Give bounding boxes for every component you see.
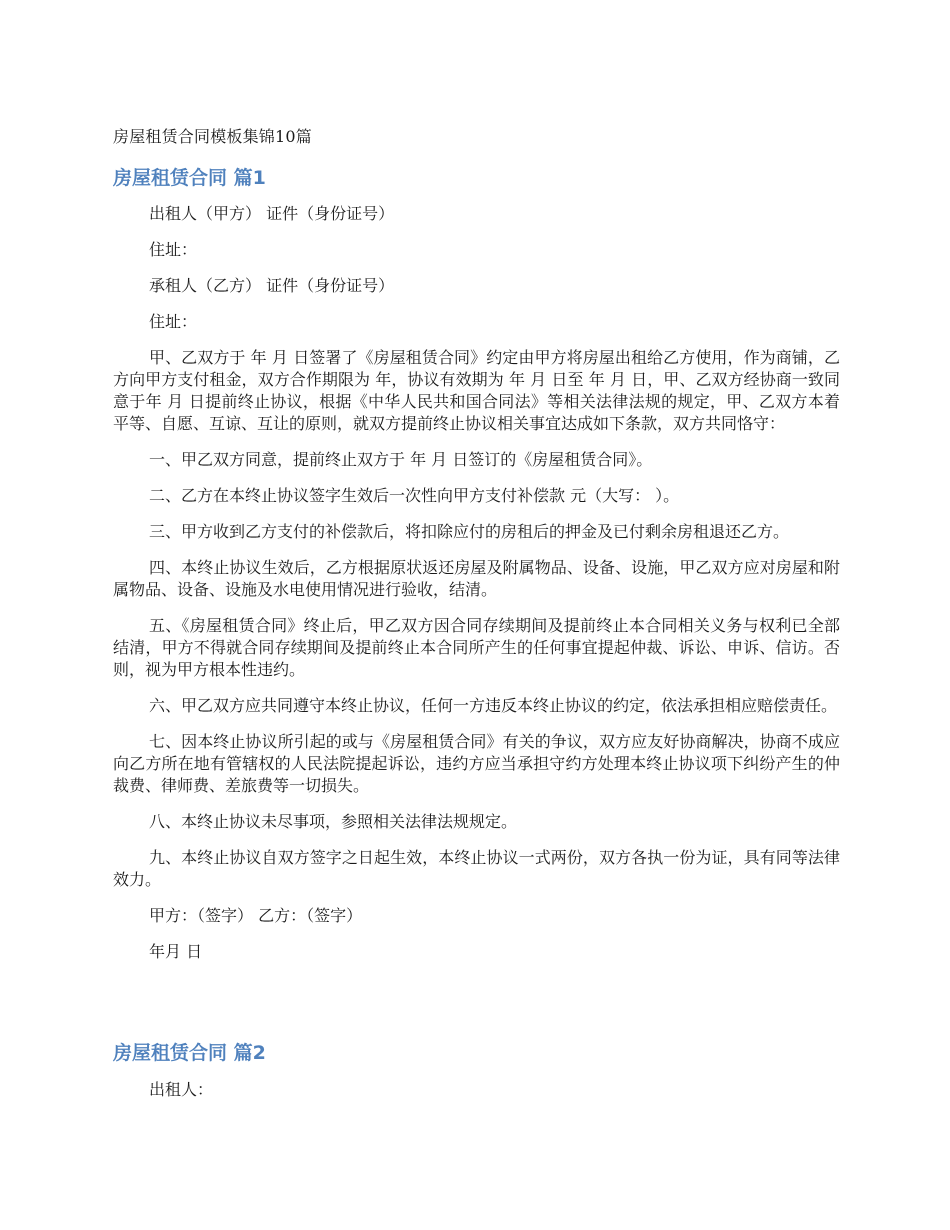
clause-2: 二、乙方在本终止协议签字生效后一次性向甲方支付补偿款 元（大写： ）。 xyxy=(149,486,680,505)
clause-1: 一、甲乙双方同意，提前终止双方于 年 月 日签订的《房屋租赁合同》。 xyxy=(149,450,653,469)
clause-7: 七、因本终止协议所引起的或与《房屋租赁合同》有关的争议，双方应友好协商解决，协商不成应向乙方所在地有管辖权的人民法院提起诉讼，违约方应当承担守约方处理本终止协议项下纠纷产生的仲裁费、律师费、差旅费等一切损失。 xyxy=(113,732,840,795)
lessee-line: 承租人（乙方） 证件（身份证号） xyxy=(149,276,395,295)
lessee-address-line: 住址： xyxy=(149,312,198,331)
section-heading-1: 房屋租赁合同 篇1 xyxy=(113,167,266,189)
section-heading-2: 房屋租赁合同 篇2 xyxy=(113,1042,266,1064)
preamble-paragraph: 甲、乙双方于 年 月 日签署了《房屋租赁合同》约定由甲方将房屋出租给乙方使用，作为商铺，乙方向甲方支付租金，双方合作期限为 年，协议有效期为 年 月 日至 年 月 日，甲、乙双方经协商一致同意于年 月 日提前终止协议，根据《中华人民共和国合同法》等相关法律法规的规定，甲、乙双方本着平等、自愿、互谅、互让的原则，就双方提前终止协议相关事宜达成如下条款，双方共同恪守： xyxy=(113,348,840,433)
signature-line: 甲方：（签字） 乙方：（签字） xyxy=(149,906,363,925)
date-line: 年月 日 xyxy=(149,942,203,961)
clause-3: 三、甲方收到乙方支付的补偿款后，将扣除应付的房租后的押金及已付剩余房租退还乙方。 xyxy=(149,522,790,541)
clause-4: 四、本终止协议生效后，乙方根据原状返还房屋及附属物品、设备、设施，甲乙双方应对房屋和附属物品、设备、设施及水电使用情况进行验收，结清。 xyxy=(113,558,840,599)
lessor-address-line: 住址： xyxy=(149,240,198,259)
clause-8: 八、本终止协议未尽事项，参照相关法律法规规定。 xyxy=(149,812,518,831)
document-title: 房屋租赁合同模板集锦10篇 xyxy=(113,127,312,146)
clause-5: 五、《房屋租赁合同》终止后，甲乙双方因合同存续期间及提前终止本合同相关义务与权利已全部结清，甲方不得就合同存续期间及提前终止本合同所产生的任何事宜提起仲裁、诉讼、申诉、信访。否则，视为甲方根本性违约。 xyxy=(113,616,840,679)
clause-6: 六、甲乙双方应共同遵守本终止协议，任何一方违反本终止协议的约定，依法承担相应赔偿责任。 xyxy=(149,696,838,715)
section-body-1 xyxy=(113,203,840,977)
clause-9: 九、本终止协议自双方签字之日起生效，本终止协议一式两份，双方各执一份为证，具有同等法律效力。 xyxy=(113,848,840,889)
lessor-line: 出租人： xyxy=(149,1080,214,1099)
section-body-2 xyxy=(113,1079,840,1115)
lessor-line: 出租人（甲方） 证件（身份证号） xyxy=(149,204,395,223)
